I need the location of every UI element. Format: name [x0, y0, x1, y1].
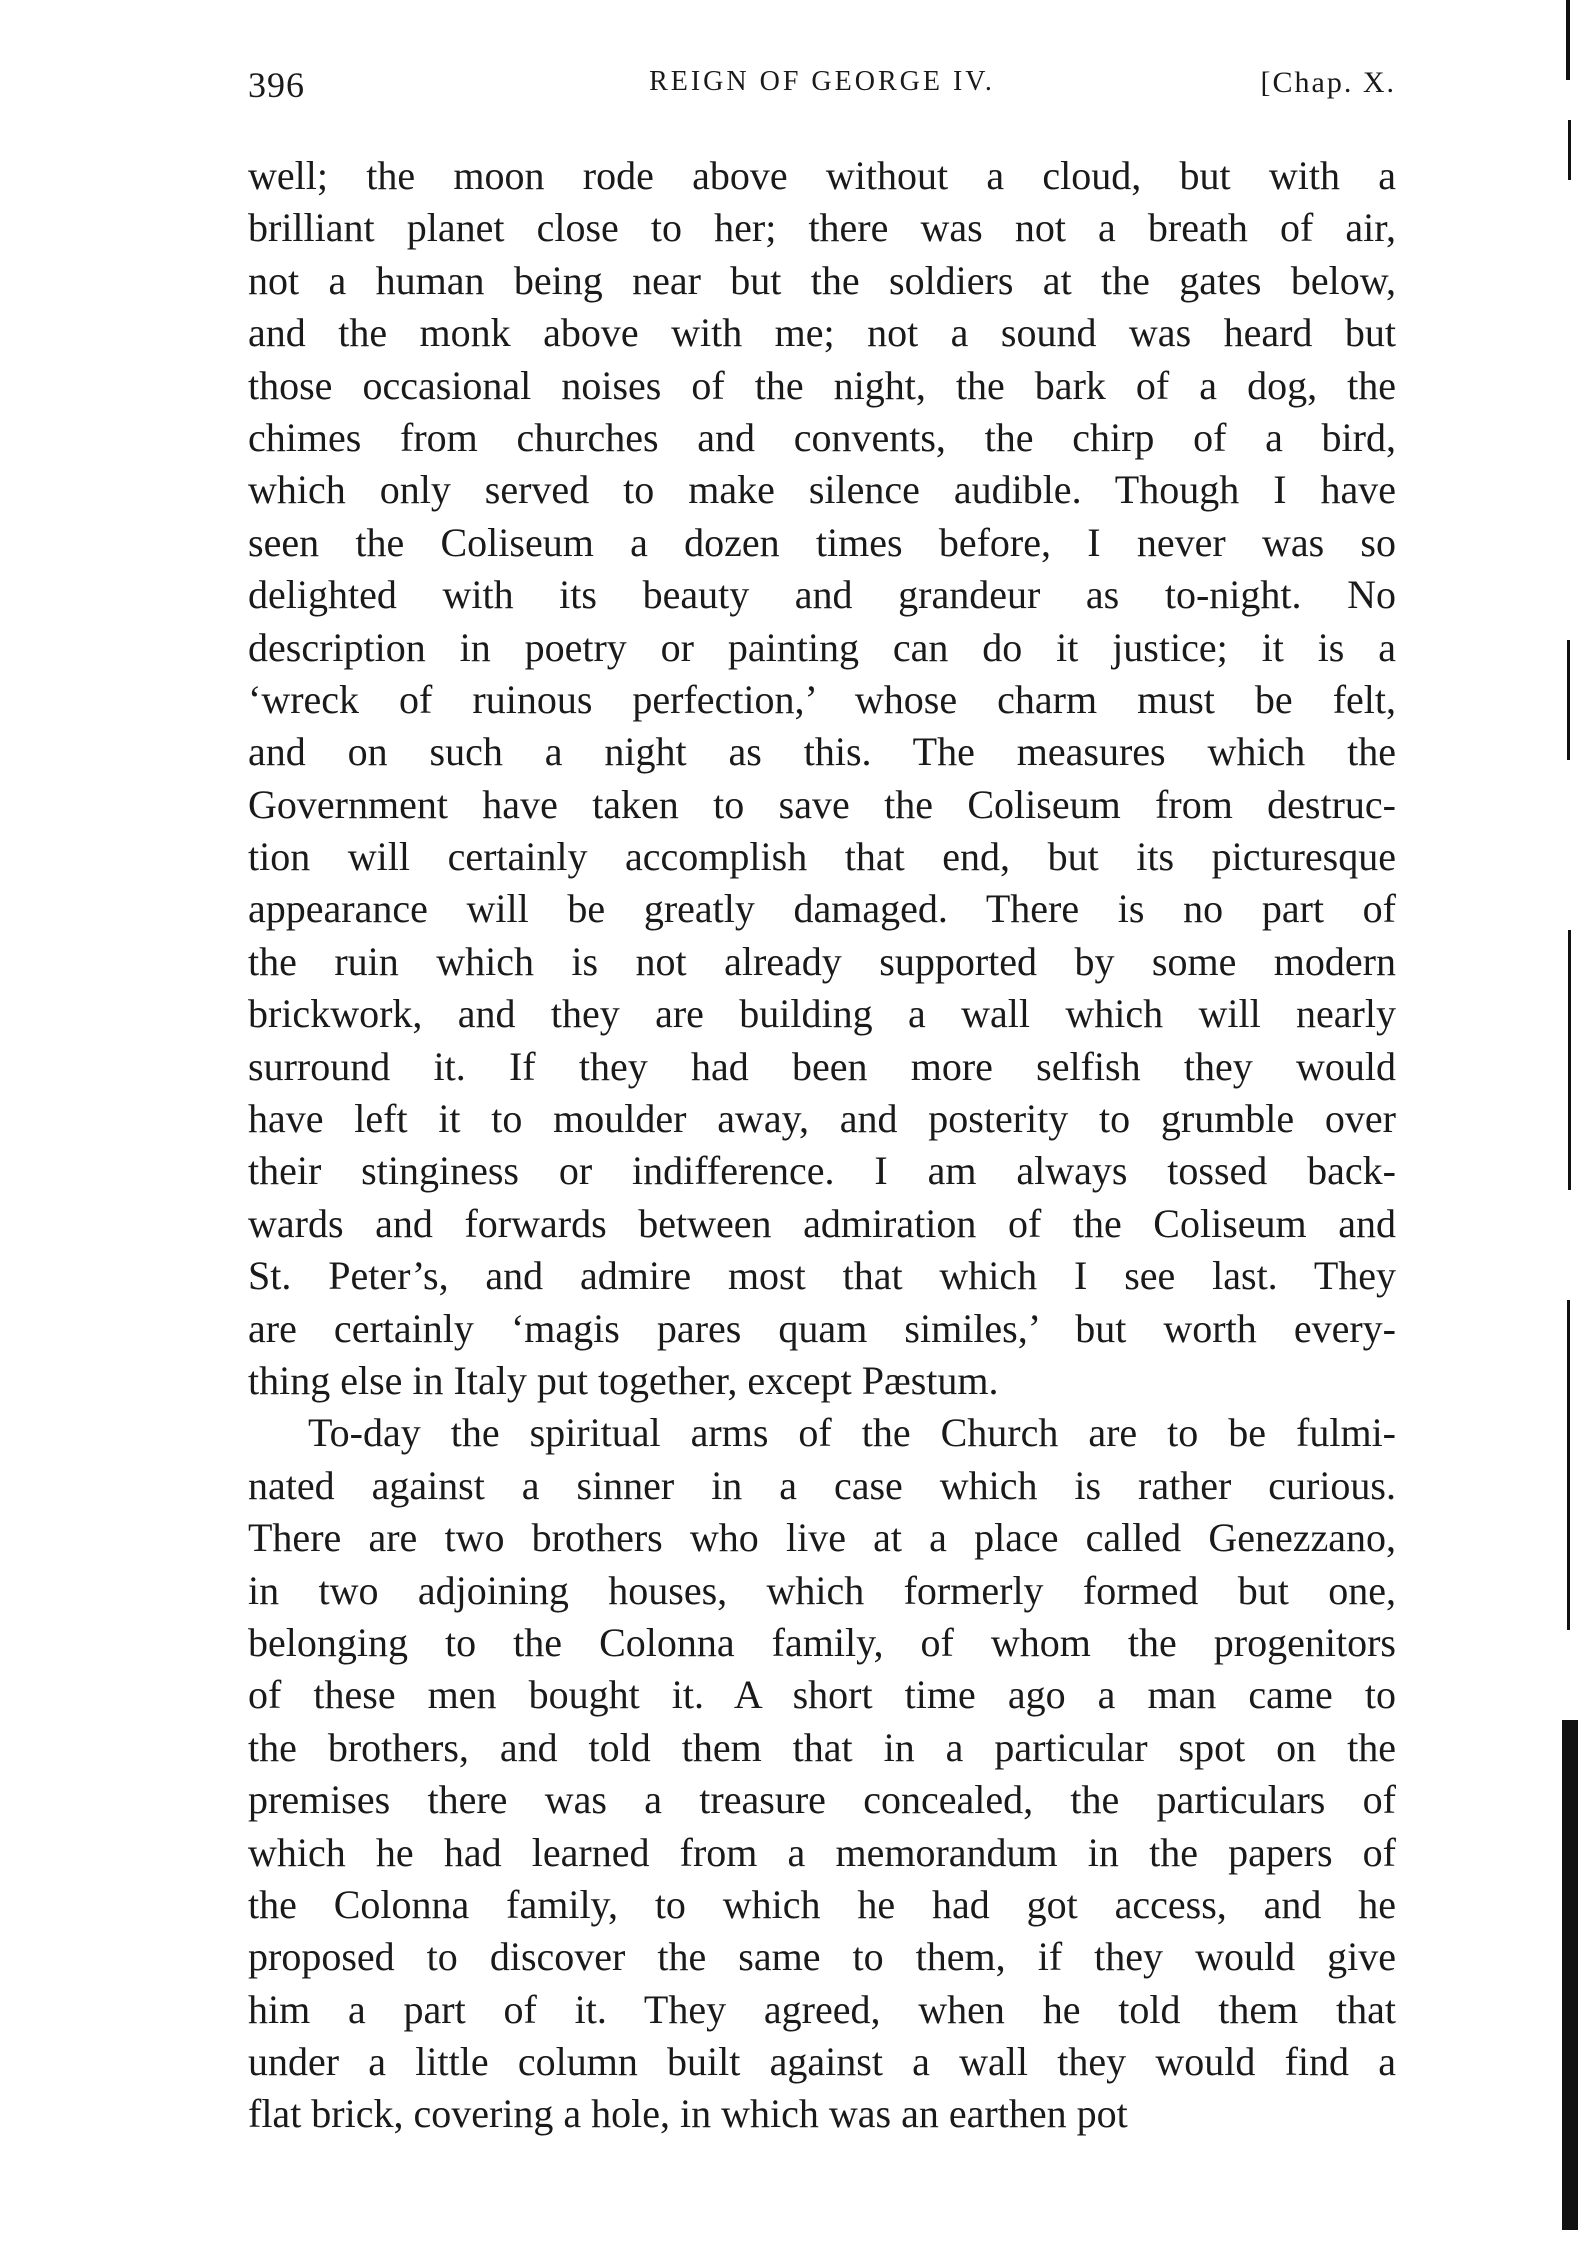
text-line: surround it. If they had been more selfish they would	[248, 1043, 1396, 1089]
page-number: 396	[248, 65, 305, 105]
text-line: tion will certainly accomplish that end, but its picturesque	[248, 834, 1396, 880]
text-line: and on such a night as this. The measures which the	[248, 729, 1396, 775]
text-line: To-day the spiritual arms of the Church are to be fulmi-	[308, 1410, 1396, 1456]
text-line: well; the moon rode above without a cloud, but with a	[248, 153, 1396, 198]
text-line: brilliant planet close to her; there was not a breath of air,	[248, 205, 1396, 251]
text-line: and the monk above with me; not a sound was heard but	[248, 310, 1396, 356]
text-line: under a little column built against a wall they would find a	[248, 2039, 1396, 2085]
text-line: have left it to moulder away, and posterity to grumble over	[248, 1096, 1396, 1142]
text-line: the Colonna family, to which he had got access, and he	[248, 1881, 1396, 1927]
text-line: There are two brothers who live at a place called Genezzano,	[248, 1515, 1396, 1561]
running-head	[248, 64, 1396, 120]
text-line: proposed to discover the same to them, if they would give	[248, 1934, 1396, 1980]
text-line: the ruin which is not already supported by some modern	[248, 938, 1396, 984]
binding-edge	[1556, 0, 1583, 2246]
text-line: him a part of it. They agreed, when he told them that	[248, 1986, 1396, 2032]
text-line: delighted with its beauty and grandeur as to-night. No	[248, 572, 1396, 618]
text-line: seen the Coliseum a dozen times before, I never was so	[248, 519, 1396, 565]
text-line: appearance will be greatly damaged. There is no part of	[248, 886, 1396, 932]
text-line: wards and forwards between admiration of the Coliseum and	[248, 1200, 1396, 1246]
text-line: are certainly ‘magis pares quam similes,’ but worth every-	[248, 1305, 1396, 1351]
text-line: in two adjoining houses, which formerly formed but one,	[248, 1567, 1396, 1613]
text-line: description in poetry or painting can do it justice; it is a	[248, 624, 1396, 670]
text-line: chimes from churches and convents, the chirp of a bird,	[248, 414, 1396, 460]
text-line: which only served to make silence audible. Though I have	[248, 467, 1396, 513]
text-line: nated against a sinner in a case which is rather curious.	[248, 1462, 1396, 1508]
text-line: ‘wreck of ruinous perfection,’ whose charm must be felt,	[248, 676, 1396, 722]
text-line: not a human being near but the soldiers at the gates below,	[248, 257, 1396, 303]
body-text	[248, 150, 1396, 2141]
text-line: the brothers, and told them that in a particular spot on the	[248, 1724, 1396, 1770]
text-line: brickwork, and they are building a wall which will nearly	[248, 991, 1396, 1037]
text-line: belonging to the Colonna family, of whom the progenitors	[248, 1619, 1396, 1665]
text-line: Government have taken to save the Coliseum from destruc-	[248, 781, 1396, 827]
text-line: which he had learned from a memorandum in the papers of	[248, 1829, 1396, 1875]
text-line: flat brick, covering a hole, in which was an earthen pot	[248, 2091, 1128, 2137]
running-title: REIGN OF GEORGE IV.	[649, 66, 995, 97]
text-line: St. Peter’s, and admire most that which I see last. They	[248, 1253, 1396, 1299]
chapter-reference: [Chap. X.	[1260, 66, 1396, 99]
text-line: of these men bought it. A short time ago a man came to	[248, 1672, 1396, 1718]
text-line: premises there was a treasure concealed, the particulars of	[248, 1777, 1396, 1823]
text-line: their stinginess or indifference. I am always tossed back-	[248, 1148, 1396, 1194]
text-line: thing else in Italy put together, except Pæstum.	[248, 1357, 999, 1403]
text-line: those occasional noises of the night, the bark of a dog, the	[248, 362, 1396, 408]
